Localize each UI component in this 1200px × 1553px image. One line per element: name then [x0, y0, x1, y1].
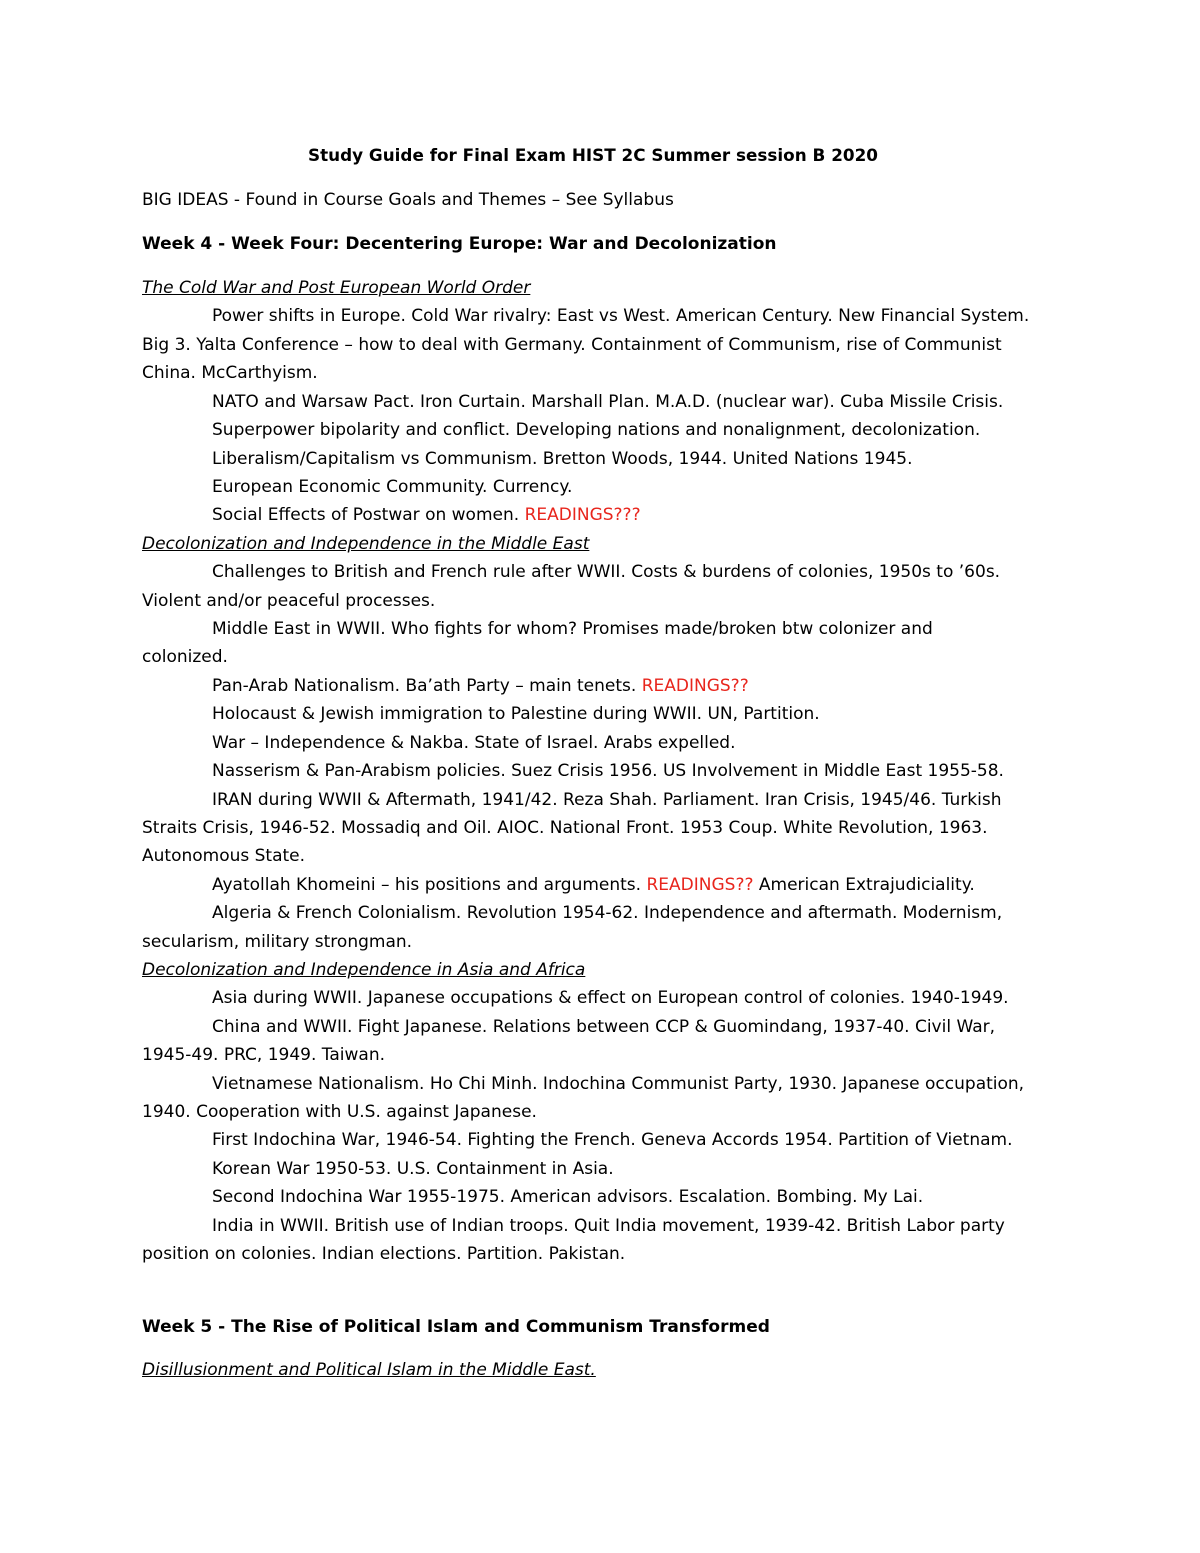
middle-east-line: Nasserism & Pan-Arabism policies. Suez Crisis 1956. US Involvement in Middle East 1955-58. [212, 761, 1004, 781]
middle-east-line: Violent and/or peaceful processes. [142, 591, 436, 611]
asia-africa-line: China and WWII. Fight Japanese. Relations between CCP & Guomindang, 1937-40. Civil War, [212, 1017, 996, 1037]
middle-east-line [212, 874, 975, 896]
week5-subheading: Disillusionment and Political Islam in the Middle East. [142, 1360, 596, 1380]
asia-africa-subheading: Decolonization and Independence in Asia and Africa [142, 960, 586, 980]
middle-east-line [212, 675, 749, 697]
readings-marker: READINGS??? [524, 505, 641, 525]
middle-east-line: colonized. [142, 647, 228, 667]
asia-africa-line: Second Indochina War 1955-1975. American advisors. Escalation. Bombing. My Lai. [212, 1187, 924, 1207]
readings-marker: READINGS?? [641, 676, 749, 696]
middle-east-subheading: Decolonization and Independence in the Middle East [142, 534, 590, 554]
cold-war-line [212, 504, 641, 526]
asia-africa-line: 1945-49. PRC, 1949. Taiwan. [142, 1045, 386, 1065]
asia-africa-line: Korean War 1950-53. U.S. Containment in Asia. [212, 1159, 614, 1179]
cold-war-line: European Economic Community. Currency. [212, 477, 573, 497]
cold-war-line: NATO and Warsaw Pact. Iron Curtain. Marshall Plan. M.A.D. (nuclear war). Cuba Missile Crisis. [212, 392, 1004, 412]
middle-east-line: Straits Crisis, 1946-52. Mossadiq and Oil. AIOC. National Front. 1953 Coup. White Revolution, 1963. [142, 818, 988, 838]
middle-east-line: War – Independence & Nakba. State of Israel. Arabs expelled. [212, 733, 736, 753]
readings-marker: READINGS?? [646, 875, 754, 895]
cold-war-line: Liberalism/Capitalism vs Communism. Bretton Woods, 1944. United Nations 1945. [212, 449, 913, 469]
asia-africa-line: Asia during WWII. Japanese occupations & effect on European control of colonies. 1940-1949. [212, 988, 1009, 1008]
middle-east-line: Algeria & French Colonialism. Revolution 1954-62. Independence and aftermath. Modernism, [212, 903, 1003, 923]
middle-east-line: Challenges to British and French rule after WWII. Costs & burdens of colonies, 1950s to ’60s. [212, 562, 1001, 582]
middle-east-line: IRAN during WWII & Aftermath, 1941/42. Reza Shah. Parliament. Iran Crisis, 1945/46. Turkish [212, 790, 1002, 810]
document-title: Study Guide for Final Exam HIST 2C Summer session B 2020 [307, 146, 878, 166]
cold-war-line: Big 3. Yalta Conference – how to deal with Germany. Containment of Communism, rise of Communist [142, 335, 1002, 355]
week4-heading: Week 4 - Week Four: Decentering Europe: War and Decolonization [142, 234, 777, 254]
asia-africa-line: India in WWII. British use of Indian troops. Quit India movement, 1939-42. British Labor party [212, 1216, 1005, 1236]
middle-east-line: Middle East in WWII. Who fights for whom? Promises made/broken btw colonizer and [212, 619, 933, 639]
asia-africa-line: Vietnamese Nationalism. Ho Chi Minh. Indochina Communist Party, 1930. Japanese occupation, [212, 1074, 1025, 1094]
cold-war-subheading: The Cold War and Post European World Order [142, 278, 531, 298]
big-ideas-line: BIG IDEAS - Found in Course Goals and Themes – See Syllabus [142, 190, 674, 210]
cold-war-line: Superpower bipolarity and conflict. Developing nations and nonalignment, decolonization. [212, 420, 981, 440]
middle-east-line: Holocaust & Jewish immigration to Palestine during WWII. UN, Partition. [212, 704, 820, 724]
asia-africa-line: First Indochina War, 1946-54. Fighting the French. Geneva Accords 1954. Partition of Vietnam. [212, 1130, 1013, 1150]
line-text: Social Effects of Postwar on women. [212, 505, 525, 525]
middle-east-line: Autonomous State. [142, 846, 306, 866]
cold-war-line: Power shifts in Europe. Cold War rivalry: East vs West. American Century. New Financial System. [212, 306, 1030, 326]
cold-war-line: China. McCarthyism. [142, 363, 318, 383]
week5-heading: Week 5 - The Rise of Political Islam and Communism Transformed [142, 1317, 770, 1337]
line-text: Ayatollah Khomeini – his positions and arguments. [212, 875, 647, 895]
asia-africa-line: 1940. Cooperation with U.S. against Japanese. [142, 1102, 537, 1122]
middle-east-line: secularism, military strongman. [142, 932, 413, 952]
line-text: American Extrajudiciality. [753, 875, 975, 895]
asia-africa-line: position on colonies. Indian elections. Partition. Pakistan. [142, 1244, 626, 1264]
line-text: Pan-Arab Nationalism. Ba’ath Party – main tenets. [212, 676, 642, 696]
